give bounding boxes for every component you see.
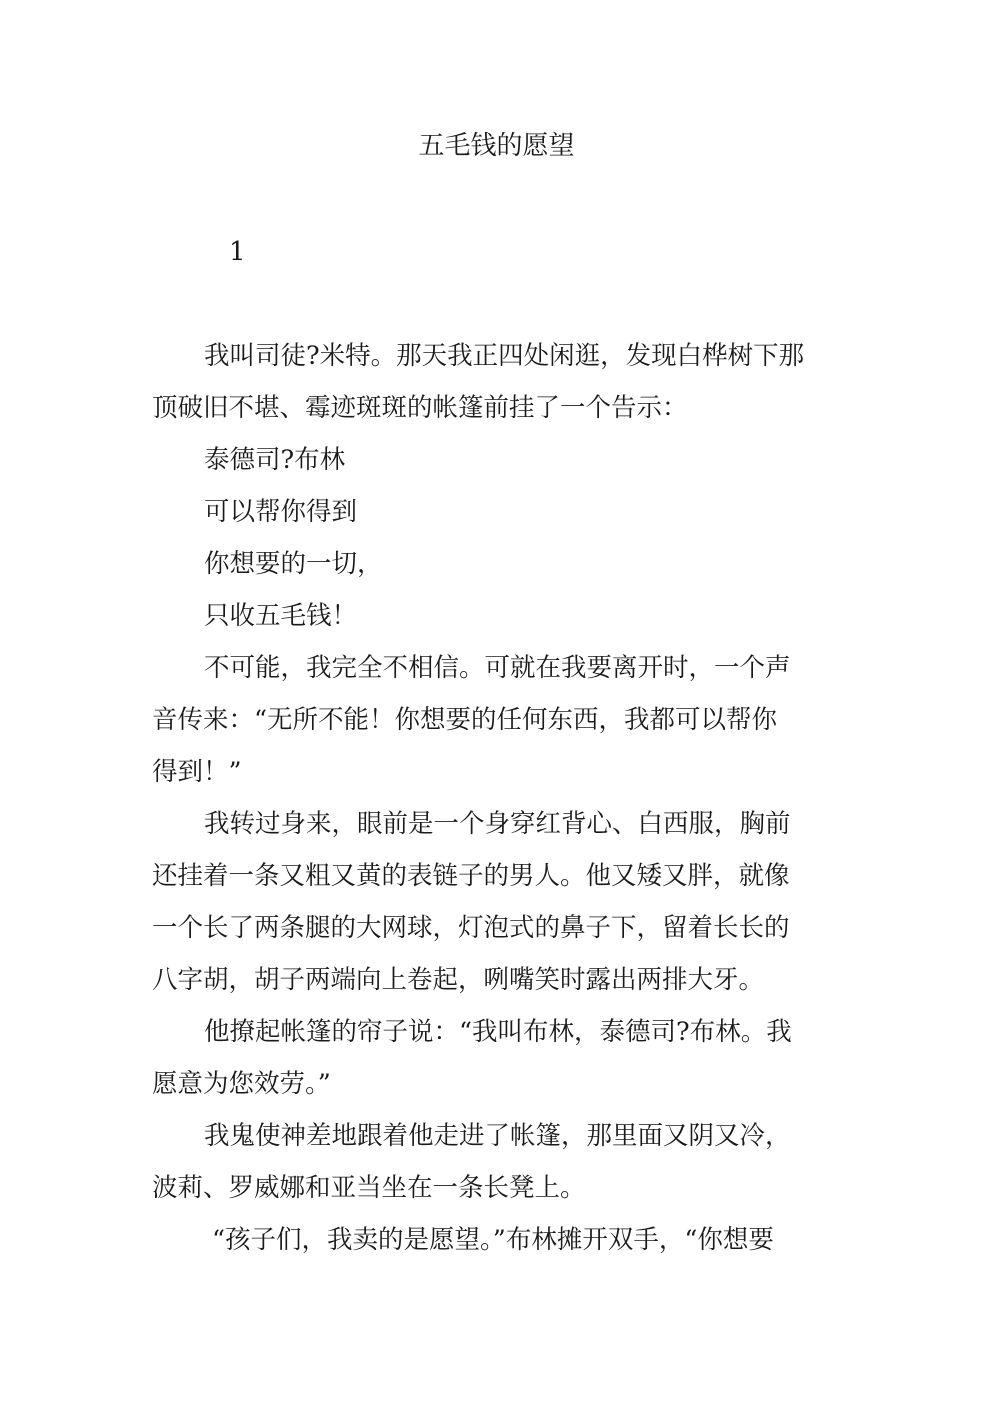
text-line: 顶破旧不堪、霉迹斑斑的帐篷前挂了一个告示： <box>152 393 688 423</box>
text-line: 一个长了两条腿的大网球，灯泡式的鼻子下，留着长长的 <box>152 913 790 943</box>
text-line: 波莉、罗威娜和亚当坐在一条长凳上。 <box>152 1173 586 1203</box>
text-line: 我叫司徒?米特。那天我正四处闲逛，发现白桦树下那 <box>204 341 805 371</box>
chapter-number: 1 <box>229 237 246 267</box>
document-title: 五毛钱的愿望 <box>418 131 575 161</box>
document-body <box>152 330 832 1266</box>
text-line: 愿意为您效劳。” <box>152 1069 331 1099</box>
text-line: 他撩起帐篷的帘子说：“我叫布林，泰德司?布林。我 <box>204 1017 792 1047</box>
text-line: 还挂着一条又粗又黄的表链子的男人。他又矮又胖，就像 <box>152 861 790 891</box>
notice-line: 只收五毛钱！ <box>204 601 358 631</box>
notice-line: 可以帮你得到 <box>204 497 358 527</box>
text-line: 音传来：“无所不能！你想要的任何东西，我都可以帮你 <box>152 705 778 735</box>
text-line: 不可能，我完全不相信。可就在我要离开时，一个声 <box>204 653 791 683</box>
text-line: 得到！” <box>152 757 242 787</box>
text-line: “孩子们，我卖的是愿望。”布林摊开双手，“你想要 <box>212 1225 774 1255</box>
text-line: 我转过身来，眼前是一个身穿红背心、白西服，胸前 <box>204 809 791 839</box>
notice-line: 你想要的一切， <box>204 549 383 579</box>
text-line: 我鬼使神差地跟着他走进了帐篷，那里面又阴又冷， <box>204 1121 791 1151</box>
notice-line: 泰德司?布林 <box>204 445 346 475</box>
text-line: 八字胡，胡子两端向上卷起，咧嘴笑时露出两排大牙。 <box>152 965 765 995</box>
